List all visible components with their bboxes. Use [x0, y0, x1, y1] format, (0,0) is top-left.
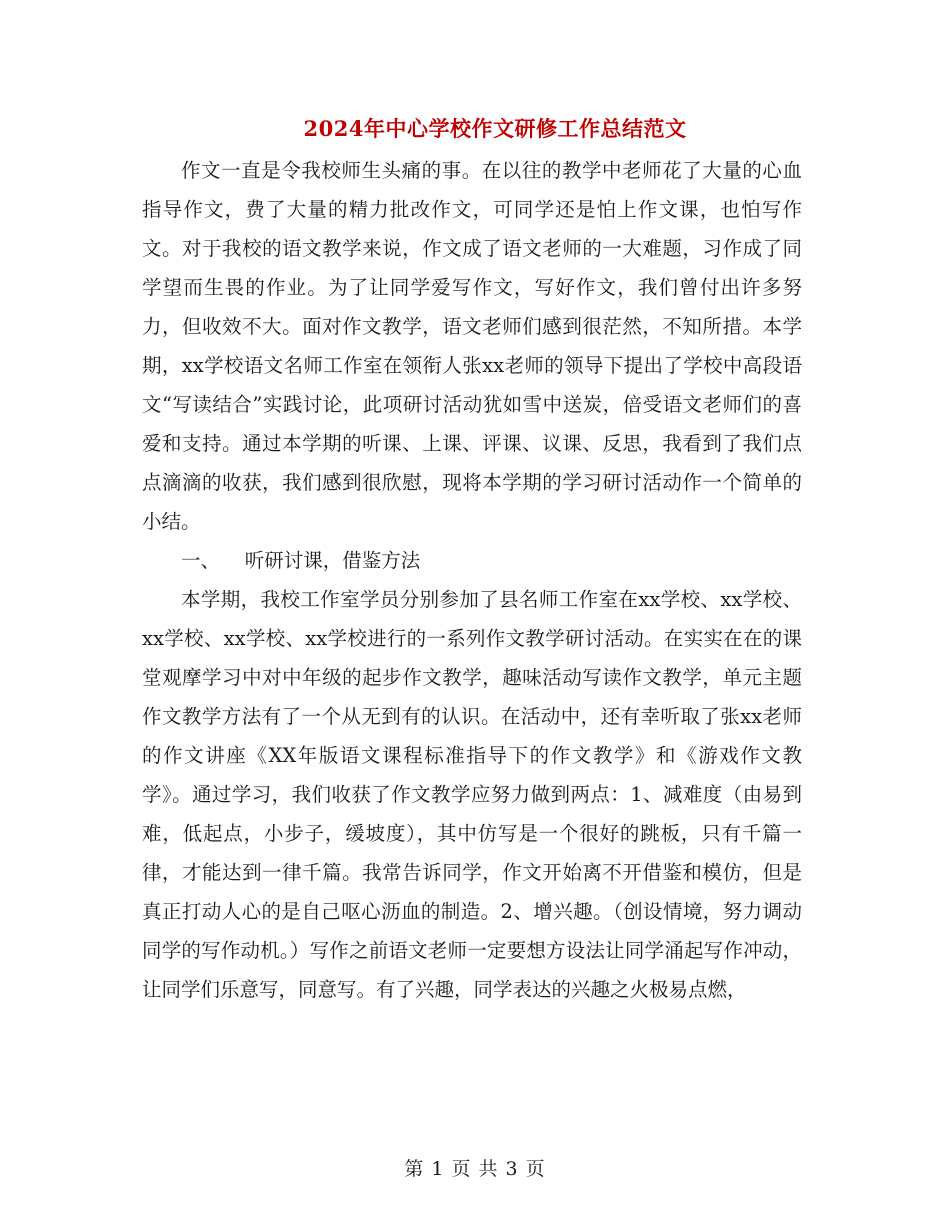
paragraph-intro: 作文一直是令我校师生头痛的事。在以往的教学中老师花了大量的心血指导作文，费了大量的精力批改作文，可同学还是怕上作文课，也怕写作文。对于我校的语文教学来说，作文成了语文老师的一大难题，习作成了同学望而生畏的作业。为了让同学爱写作文，写好作文，我们曾付出许多努力，但收效不大。面对作文教学，语文老师们感到很茫然，不知所措。本学期，xx学校语文名师工作室在领衔人张xx老师的领导下提出了学校中高段语文“写读结合”实践讨论，此项研讨活动犹如雪中送炭，倍受语文老师们的喜爱和支持。通过本学期的听课、上课、评课、议课、反思，我看到了我们点点滴滴的收获，我们感到很欣慰，现将本学期的学习研讨活动作一个简单的小结。 [142, 159, 802, 533]
page-footer: 第 1 页 共 3 页 [404, 1158, 546, 1180]
document-body [142, 151, 802, 1009]
section-heading: 一、 听研讨课，借鉴方法 [181, 549, 421, 572]
paragraph-section-1: 本学期，我校工作室学员分别参加了县名师工作室在xx学校、xx学校、xx学校、xx学校、xx学校进行的一系列作文教学研讨活动。在实实在在的课堂观摩学习中对中年级的起步作文教学，趣味活动写读作文教学，单元主题作文教学方法有了一个从无到有的认识。在活动中，还有幸听取了张xx老师的作文讲座《XX年版语文课程标准指导下的作文教学》和《游戏作文教学》。通过学习，我们收获了作文教学应努力做到两点：1、减难度（由易到难，低起点，小步子，缓坡度），其中仿写是一个很好的跳板，只有千篇一律，才能达到一律千篇。我常告诉同学，作文开始离不开借鉴和模仿，但是真正打动人心的是自己呕心沥血的制造。2、增兴趣。（创设情境，努力调动同学的写作动机。）写作之前语文老师一定要想方设法让同学涌起写作冲动，让同学们乐意写，同意写。有了兴趣，同学表达的兴趣之火极易点燃， [142, 588, 802, 1001]
document-title: 2024年中心学校作文研修工作总结范文 [303, 116, 687, 141]
